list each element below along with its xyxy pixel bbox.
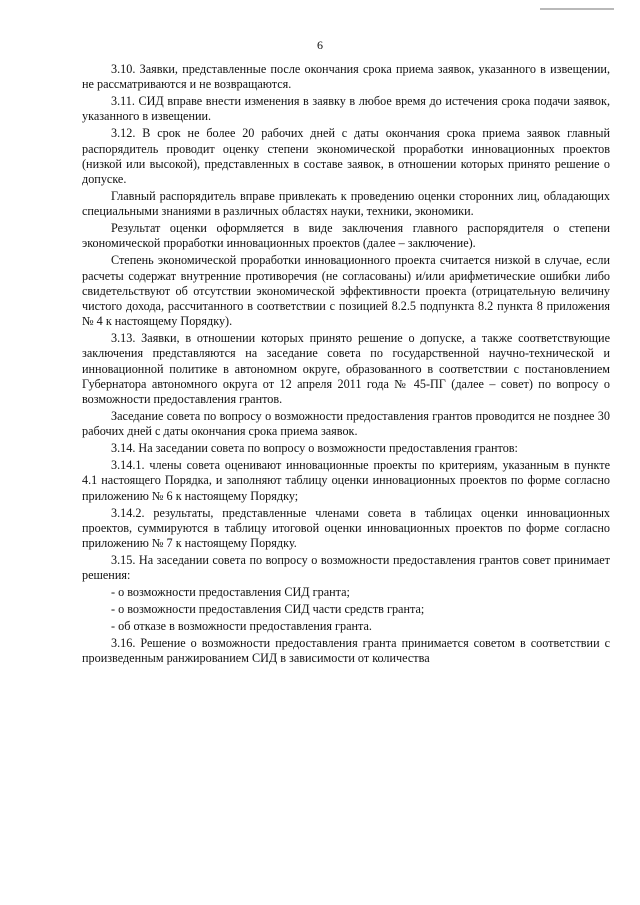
paragraph-3-15: 3.15. На заседании совета по вопросу о возможности предоставления грантов совет принимает решения: <box>82 553 610 583</box>
paragraph-experts: Главный распорядитель вправе привлекать к проведению оценки сторонних лиц, обладающих специальными знаниями в различных областях науки, техники, экономики. <box>82 189 610 219</box>
document-body <box>82 62 610 668</box>
paragraph-3-10: 3.10. Заявки, представленные после окончания срока приема заявок, указанного в извещении, не рассматриваются и не возвращаются. <box>82 62 610 92</box>
decision-item: - о возможности предоставления СИД части средств гранта; <box>111 602 425 617</box>
paragraph-3-16: 3.16. Решение о возможности предоставления гранта принимается советом в соответствии с произведенным ранжированием СИД в зависимости от количества <box>82 636 610 666</box>
paragraph-3-11: 3.11. СИД вправе внести изменения в заявку в любое время до истечения срока подачи заявок, указанного в извещении. <box>82 94 610 124</box>
page-number: 6 <box>317 38 323 52</box>
decision-item: - об отказе в возможности предоставления гранта. <box>111 619 372 634</box>
paragraph-3-12: 3.12. В срок не более 20 рабочих дней с даты окончания срока приема заявок главный распорядитель проводит оценку степени экономической проработки инновационных проектов (низкой или высокой), представленных в составе заявок, в отношении которых принято решение о допуске. <box>82 126 610 187</box>
paragraph-low-degree: Степень экономической проработки инновационного проекта считается низкой в случае, если расчеты содержат внутренние противоречия (не согласованы) и/или арифметические ошибки либо свидетельствуют об отсутствии экономической эффективности проекта (отрицательную величину чистого дохода, рассчитанного в соответствии с позицией 8.2.5 подпункта 8.2 пункта 8 приложения № 4 к настоящему Порядку). <box>82 253 610 329</box>
paragraph-council-meeting: Заседание совета по вопросу о возможности предоставления грантов проводится не позднее 30 рабочих дней с даты окончания срока приема заявок. <box>82 409 610 439</box>
decision-item: - о возможности предоставления СИД гранта; <box>111 585 350 600</box>
paragraph-3-14-2: 3.14.2. результаты, представленные членами совета в таблицах оценки инновационных проектов, суммируются в таблицу итоговой оценки инновационных проектов по форме согласно приложению № 7 к настоящему Порядку. <box>82 505 610 551</box>
scan-edge-mark <box>540 8 614 10</box>
paragraph-conclusion: Результат оценки оформляется в виде заключения главного распорядителя о степени экономической проработки инновационных проектов (далее – заключение). <box>82 221 610 251</box>
paragraph-3-13: 3.13. Заявки, в отношении которых принято решение о допуске, а также соответствующие заключения представляются на заседание совета по государственной научно-технической и инновационной политике в автономном округе, образованного в соответствии с постановлением Губернатора автономного округа от 12 апреля 2011 года № 45-ПГ (далее – совет) по вопросу о возможности предоставления грантов. <box>82 331 610 407</box>
paragraph-3-14: 3.14. На заседании совета по вопросу о возможности предоставления грантов: <box>111 441 518 456</box>
paragraph-3-14-1: 3.14.1. члены совета оценивают инновационные проекты по критериям, указанным в пункте 4.1 настоящего Порядка, и заполняют таблицу оценки инновационных проектов по форме согласно приложению № 6 к настоящему Порядку; <box>82 458 610 503</box>
